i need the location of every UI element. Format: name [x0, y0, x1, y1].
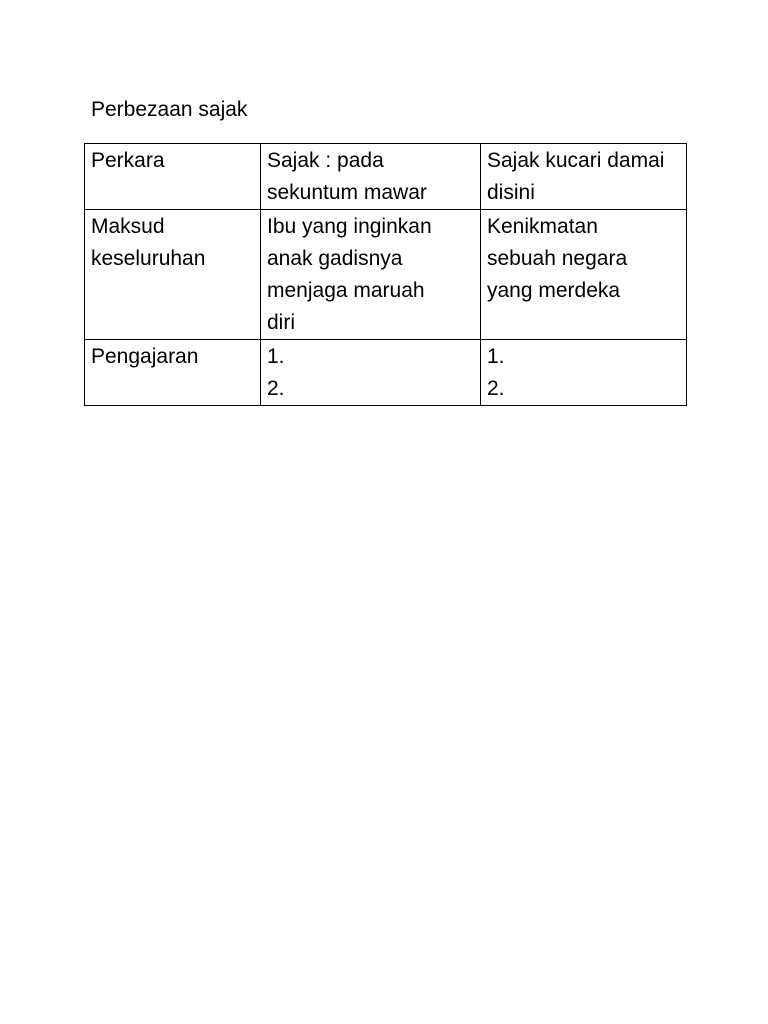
table-row-maksud — [85, 210, 687, 340]
cell-text: Sajak : pada — [267, 149, 384, 172]
cell-text: 2. — [267, 377, 285, 400]
cell-text: Kenikmatan — [487, 215, 598, 238]
cell-text: diri — [267, 311, 296, 334]
cell-text: sebuah negara — [487, 247, 628, 270]
document-title: Perbezaan sajak — [91, 98, 248, 121]
cell-text: Pengajaran — [91, 345, 199, 368]
cell-text: 1. — [487, 345, 505, 368]
header-cell-poem-1 — [261, 144, 481, 210]
header-cell-poem-2 — [481, 144, 687, 210]
table-header-row — [85, 144, 687, 210]
table-cell — [481, 210, 687, 340]
cell-text: Ibu yang inginkan — [267, 215, 432, 238]
header-cell-perkara — [85, 144, 261, 210]
cell-text: anak gadisnya — [267, 247, 403, 270]
cell-text: 1. — [267, 345, 285, 368]
row-label-cell — [85, 340, 261, 406]
cell-text: disini — [487, 181, 535, 204]
cell-text: 2. — [487, 377, 505, 400]
table-cell — [261, 340, 481, 406]
row-label-cell — [85, 210, 261, 340]
cell-text: Perkara — [91, 149, 165, 172]
cell-text: Maksud — [91, 215, 165, 238]
cell-text: menjaga maruah — [267, 279, 425, 302]
table-cell — [481, 340, 687, 406]
table-cell — [261, 210, 481, 340]
cell-text: sekuntum mawar — [267, 181, 427, 204]
cell-text: yang merdeka — [487, 279, 621, 302]
cell-text: Sajak kucari damai — [487, 149, 665, 172]
table-row-pengajaran — [85, 340, 687, 406]
comparison-table — [84, 143, 687, 406]
cell-text: keseluruhan — [91, 247, 206, 270]
